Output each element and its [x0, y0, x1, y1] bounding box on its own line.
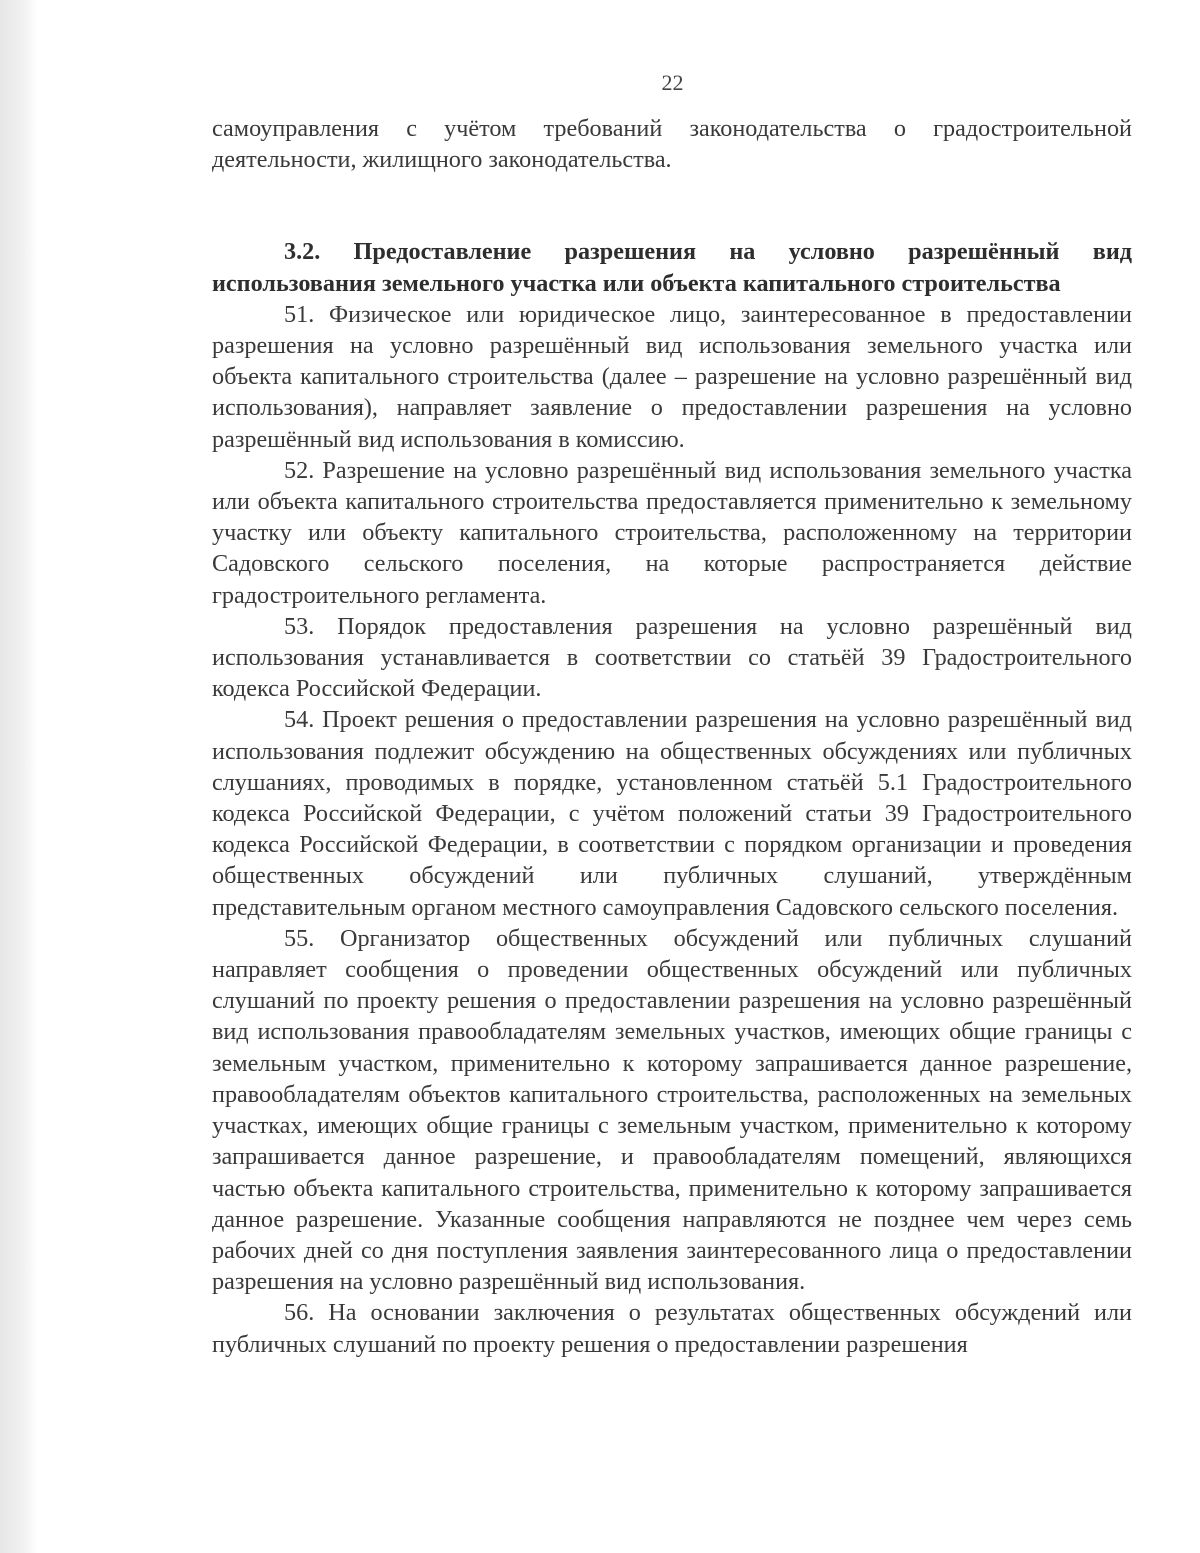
page-number: 22 [661, 70, 684, 95]
paragraph-53: 53. Порядок предоставления разрешения на условно разрешённый вид использования устанавливается в соответствии со статьёй 39 Градостроительного кодекса Российской Федерации. [212, 612, 1132, 703]
paragraph-52: 52. Разрешение на условно разрешённый вид использования земельного участка или объекта капитального строительства предоставляется применительно к земельному участку или объекту капитального строительства, расположенному на территории Садовского сельского поселения, на которые распространяется действие градостроительного регламента. [212, 456, 1132, 609]
scan-edge-shadow [0, 0, 38, 1553]
paragraph-56: 56. На основании заключения о результатах общественных обсуждений или публичных слушаний по проекту решения о предоставлении разрешения [212, 1299, 1132, 1358]
paragraph-continuation: самоуправления с учётом требований законодательства о градостроительной деятельности, жилищного законодательства. [212, 115, 1132, 174]
section-heading: 3.2. Предоставление разрешения на условно разрешённый вид использования земельного участка или объекта капитального строительства [212, 238, 1132, 297]
paragraph-55: 55. Организатор общественных обсуждений или публичных слушаний направляет сообщения о проведении общественных обсуждений или публичных слушаний по проекту решения о предоставлении разрешения на условно разрешённый вид использования правообладателям земельных участков, имеющих общие границы с земельным участком, применительно к которому запрашивается данное разрешение, правообладателям объектов капитального строительства, расположенных на земельных участках, имеющих общие границы с земельным участком, применительно к которому запрашивается данное разрешение, и правообладателям помещений, являющихся частью объекта капитального строительства, применительно к которому запрашивается данное разрешение. Указанные сообщения направляются не позднее чем через семь рабочих дней со дня поступления заявления заинтересованного лица о предоставлении разрешения на условно разрешённый вид использования. [212, 924, 1132, 1296]
paragraph-51: 51. Физическое или юридическое лицо, заинтересованное в предоставлении разрешения на условно разрешённый вид использования земельного участка или объекта капитального строительства (далее – разрешение на условно разрешённый вид использования), направляет заявление о предоставлении разрешения на условно разрешённый вид использования в комиссию. [212, 300, 1132, 453]
document-body [212, 113, 1132, 1360]
paragraph-54: 54. Проект решения о предоставлении разрешения на условно разрешённый вид использования подлежит обсуждению на общественных обсуждениях или публичных слушаниях, проводимых в порядке, установленном статьёй 5.1 Градостроительного кодекса Российской Федерации, с учётом положений статьи 39 Градостроительного кодекса Российской Федерации, в соответствии с порядком организации и проведения общественных обсуждений или публичных слушаний, утверждённым представительным органом местного самоуправления Садовского сельского поселения. [212, 706, 1132, 921]
